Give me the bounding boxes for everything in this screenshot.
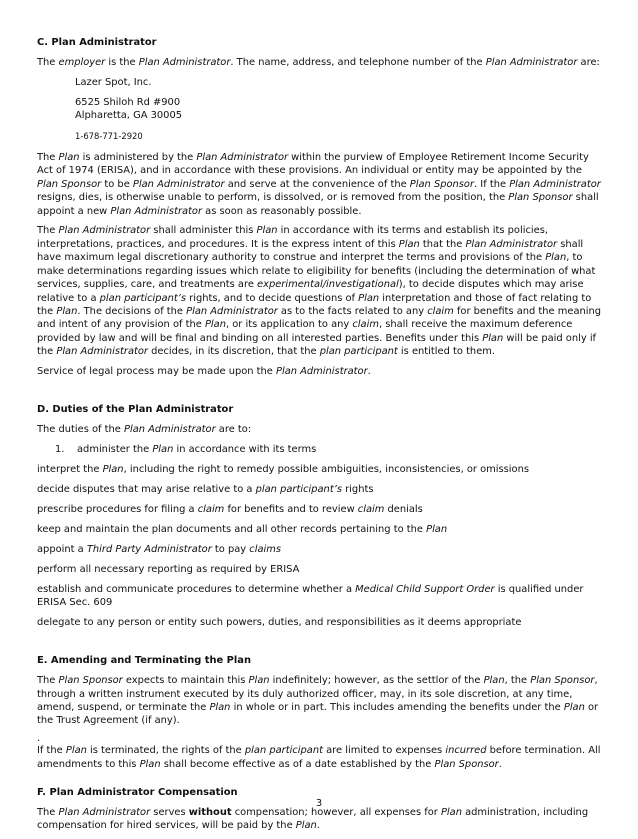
emphasis: Plan [545, 252, 567, 264]
emphasis: employer [58, 57, 106, 69]
emphasis: Plan [483, 675, 505, 687]
emphasis: Plan [102, 464, 124, 476]
section-heading: F. Plan Administrator Compensation [37, 786, 238, 798]
emphasis: Plan Sponsor [37, 178, 102, 190]
section-plan-administrator [37, 36, 603, 378]
emphasis: Plan [482, 332, 504, 344]
emphasis: Plan Sponsor [409, 178, 475, 190]
emphasis: Plan [440, 807, 462, 819]
section-amending [37, 654, 603, 771]
page-content [37, 36, 603, 839]
emphasis: Plan Sponsor [58, 675, 123, 687]
emphasis: Third Party Administrator [86, 543, 212, 555]
section-heading: E. Amending and Terminating the Plan [37, 654, 251, 666]
paragraph: If the Plan is terminated, the rights of the plan participant are limited to expenses incurred before termination. All amendments to this Plan shall become effective as of a date established by the Plan Sponsor. [37, 745, 601, 770]
page-number: 3 [315, 798, 323, 809]
list-item: prescribe procedures for filing a claim for benefits and to review claim denials [37, 503, 423, 515]
emphasis: Plan Administrator [110, 205, 203, 217]
paragraph: Service of legal process may be made upon the Plan Administrator. [37, 366, 371, 378]
emphasis: Plan Administrator [509, 178, 601, 190]
emphasis: Plan [65, 745, 87, 757]
emphasis: claim [427, 305, 454, 317]
emphasis: Plan [58, 151, 80, 163]
emphasis: plan participant [244, 745, 323, 757]
emphasis: claim [352, 319, 379, 331]
paragraph: The Plan is administered by the Plan Administrator within the purview of Employee Retirement Income Security Act of 1974 (ERISA), and in accordance with these provisions. An individual or entity may be appointed by the Plan Sponsor to be Plan Administrator and serve at the convenience of the Plan Sponsor. If the Plan Administrator resigns, dies, is otherwise unable to perform, is dissolved, or is removed from the position, the Plan Sponsor shall appoint a new Plan Administrator as soon as reasonably possible. [37, 151, 601, 217]
emphasis: incurred [445, 745, 487, 757]
emphasis: Plan Administrator [485, 57, 578, 69]
item-number: 1. [55, 444, 65, 456]
emphasis: claims [249, 543, 281, 555]
emphasis: Plan Administrator [186, 305, 278, 317]
emphasis: Plan [139, 758, 161, 770]
strong-text: without [188, 807, 232, 819]
street-address: 6525 Shiloh Rd #900 [75, 96, 181, 108]
emphasis: Plan Administrator [276, 366, 368, 378]
emphasis: claim [357, 503, 385, 515]
section-spacer [37, 385, 603, 403]
emphasis: Plan Sponsor [530, 675, 595, 687]
emphasis: Plan [248, 675, 270, 687]
emphasis: Plan Administrator [124, 424, 216, 436]
paragraph: The Plan Sponsor expects to maintain this Plan indefinitely; however, as the settlor of the Plan, the Plan Sponsor, through a written instrument executed by its duly authorized officer, may, in its sole discretion, at any time, amend, suspend, or terminate the Plan in whole or in part. This includes amending the benefits under the Plan or the Trust Agreement (if any). [37, 675, 599, 727]
list-item: perform all necessary reporting as required by ERISA [37, 563, 300, 575]
emphasis: claim [197, 503, 225, 515]
emphasis: Plan Administrator [465, 238, 558, 250]
emphasis: Plan [209, 702, 231, 714]
list-item: decide disputes that may arise relative to a plan participant’s rights [37, 484, 374, 496]
paragraph: The employer is the Plan Administrator. The name, address, and telephone number of the Plan Administrator are: [37, 57, 600, 69]
emphasis: Plan Administrator [58, 225, 151, 237]
list-item: delegate to any person or entity such powers, duties, and responsibilities as it deems appropriate [37, 616, 522, 628]
emphasis: Plan [295, 820, 317, 832]
item-text: administer the Plan in accordance with its terms [77, 444, 317, 456]
emphasis: Plan Sponsor [508, 192, 573, 204]
list-item: appoint a Third Party Administrator to pay claims [37, 543, 281, 555]
company-name: Lazer Spot, Inc. [75, 77, 152, 89]
emphasis: plan participant’s [255, 484, 342, 496]
emphasis: Plan [563, 702, 585, 714]
section-spacer [37, 636, 603, 654]
paragraph: The duties of the Plan Administrator are to: [37, 424, 252, 436]
numbered-item [37, 443, 603, 456]
section-heading: D. Duties of the Plan Administrator [37, 403, 234, 415]
emphasis: plan participant [319, 346, 398, 358]
emphasis: Plan Administrator [138, 57, 231, 69]
list-item: interpret the Plan, including the right to remedy possible ambiguities, inconsistencies, or omissions [37, 464, 529, 476]
section-heading: C. Plan Administrator [37, 37, 157, 48]
stray-dot: . [37, 733, 41, 745]
emphasis: Plan [358, 292, 380, 304]
phone-number: 1-678-771-2920 [75, 130, 143, 141]
administrator-address [75, 76, 603, 143]
emphasis: experimental/investigational [257, 279, 399, 291]
emphasis: Plan Administrator [196, 151, 289, 163]
city-state-zip: Alpharetta, GA 30005 [75, 110, 183, 122]
list-item: establish and communicate procedures to determine whether a Medical Child Support Order is qualified under ERISA Sec. 609 [37, 583, 584, 608]
emphasis: Plan Sponsor [434, 758, 499, 770]
emphasis: Plan [56, 305, 78, 317]
paragraph: The Plan Administrator shall administer this Plan in accordance with its terms and establish its policies, interpretations, practices, and procedures. It is the express intent of this Plan that the Plan Administrator shall have maximum legal discretionary authority to construe and interpret the terms and provisions of the Plan, to make determinations regarding issues which relate to eligibility for benefits (including the determination of what services, supplies, care, and treatments are experimental/investigational), to decide disputes which may arise relative to a plan participant’s rights, and to decide questions of Plan interpretation and those of fact relating to the Plan. The decisions of the Plan Administrator as to the facts related to any claim for benefits and the meaning and intent of any provision of the Plan, or its application to any claim, shall receive the maximum deference provided by law and will be final and binding on all interested parties. Benefits under this Plan will be paid only if the Plan Administrator decides, in its discretion, that the plan participant is entitled to them. [37, 225, 602, 358]
emphasis: Plan Administrator [56, 346, 148, 358]
section-duties [37, 403, 603, 629]
paragraph: The Plan Administrator serves without compensation; however, all expenses for Plan administration, including compensation for hired services, will be paid by the Plan. [37, 807, 589, 832]
list-item: keep and maintain the plan documents and all other records pertaining to the Plan [37, 523, 448, 535]
emphasis: Plan Administrator [58, 807, 151, 819]
emphasis: Plan [256, 225, 278, 237]
emphasis: Plan [204, 319, 226, 331]
duties-list [37, 463, 603, 629]
emphasis: Plan [152, 444, 174, 456]
emphasis: plan participant’s [99, 292, 187, 304]
section-spacer [37, 778, 603, 786]
emphasis: Plan [426, 523, 448, 535]
emphasis: Medical Child Support Order [355, 583, 495, 595]
emphasis: Plan [398, 238, 420, 250]
emphasis: Plan Administrator [132, 178, 225, 190]
